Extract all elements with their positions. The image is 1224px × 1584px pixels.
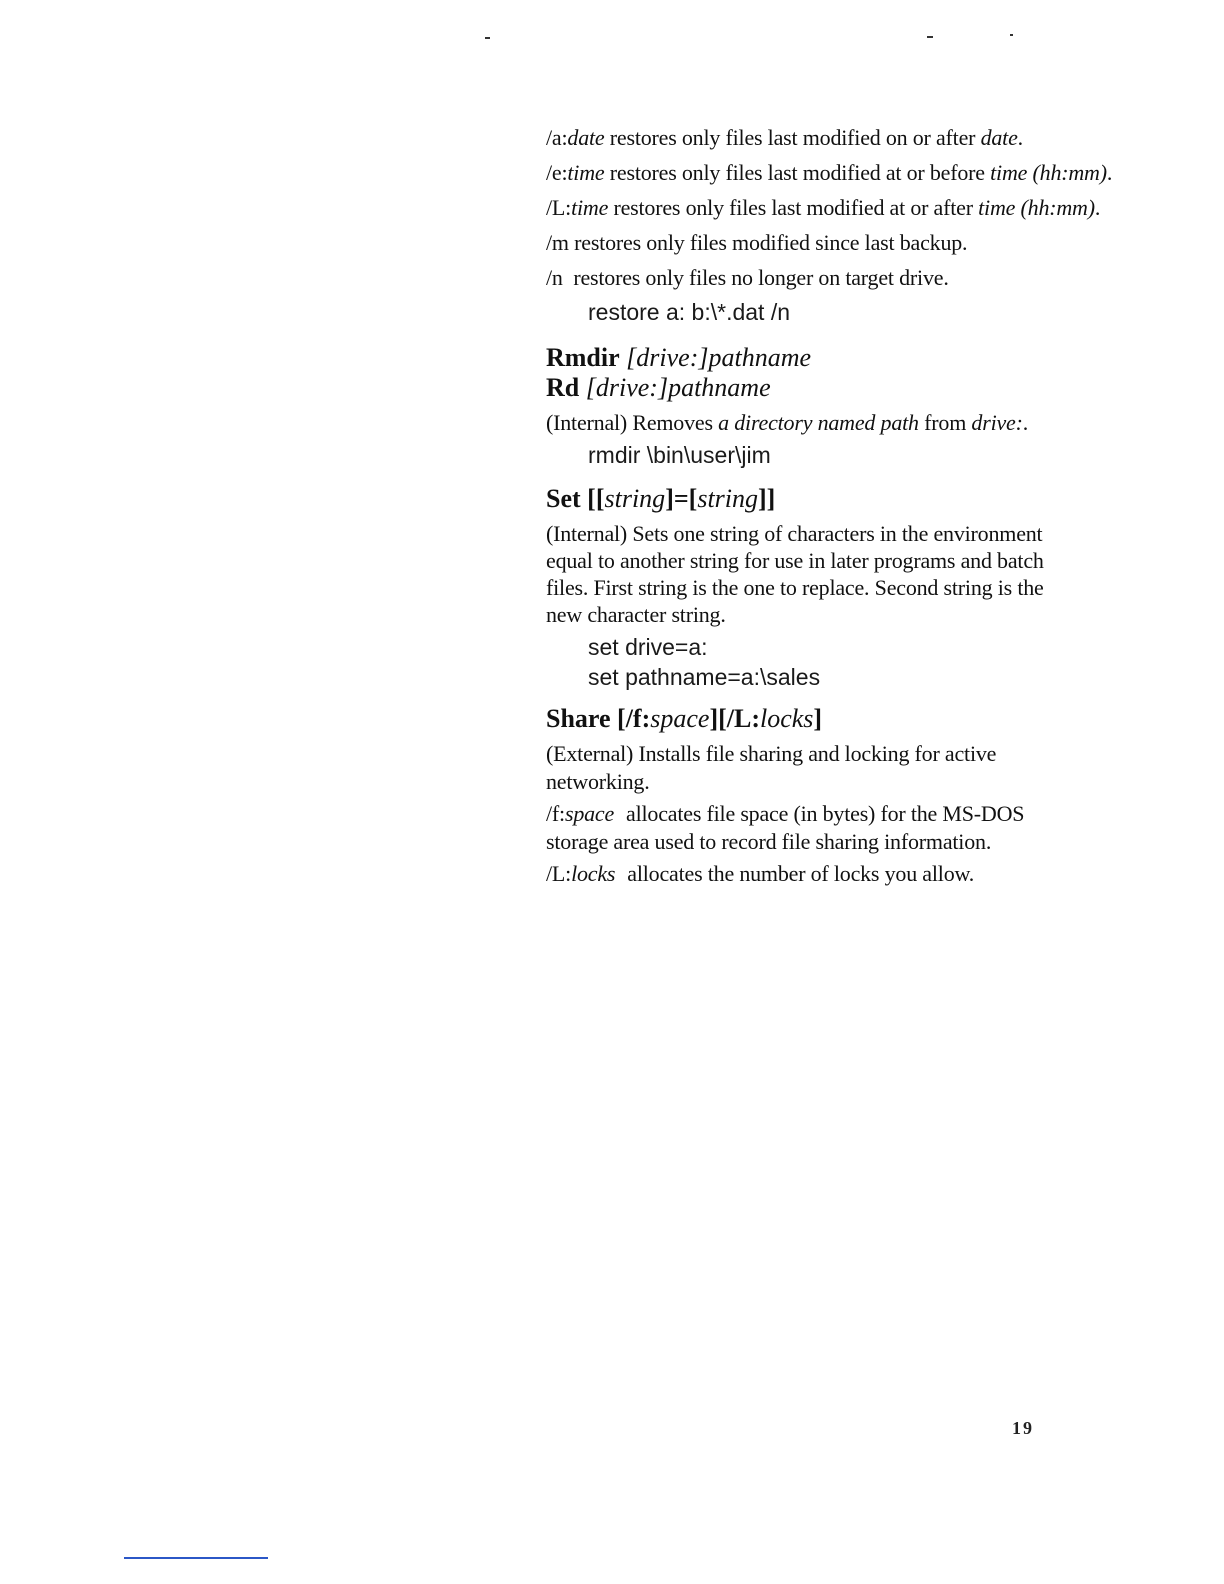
- option-desc: restores only files last modified at or after: [608, 195, 979, 220]
- syntax-bracket: [/f:: [617, 704, 651, 733]
- restore-example: restore a: b:\*.dat /n: [588, 299, 791, 325]
- option-arg: locks: [571, 861, 616, 886]
- share-option-l: [546, 860, 1146, 888]
- syntax-bracket: ][/L:: [709, 704, 760, 733]
- option-desc: restores only files last modified at or before: [604, 160, 991, 185]
- rd-heading: [546, 373, 1146, 403]
- command-syntax: [drive:]pathname: [626, 343, 812, 372]
- set-example: set pathname=a:\sales: [588, 664, 821, 690]
- restore-option-l: [546, 192, 1146, 223]
- option-desc-end: .: [1017, 125, 1023, 150]
- restore-option-e: [546, 157, 1146, 188]
- option-flag: /m: [546, 230, 569, 255]
- command-syntax: locks: [759, 704, 814, 733]
- option-desc: allocates the number of locks you allow.: [627, 861, 975, 886]
- option-flag: /f:: [546, 801, 565, 826]
- footer-rule: [124, 1557, 268, 1559]
- scan-speck: [1010, 34, 1013, 36]
- set-heading: [546, 484, 1146, 514]
- share-heading: [546, 704, 1146, 734]
- rmdir-description: [546, 409, 1146, 436]
- rmdir-example: rmdir \bin\user\jim: [588, 442, 771, 468]
- command-name: Share: [546, 704, 611, 733]
- syntax-bracket: ]=[: [665, 484, 698, 513]
- restore-option-n: [546, 262, 1146, 293]
- syntax-bracket: [[: [587, 484, 605, 513]
- command-syntax: space: [650, 704, 710, 733]
- desc-text: .: [1022, 410, 1029, 435]
- desc-text: from: [918, 410, 972, 435]
- syntax-bracket: ]]: [758, 484, 776, 513]
- manual-text-column: [546, 122, 1146, 892]
- scan-speck: [927, 36, 933, 38]
- command-syntax: string: [604, 484, 666, 513]
- option-flag: /n: [546, 265, 563, 290]
- share-option-f: [546, 800, 1076, 856]
- share-description: (External) Installs file sharing and locking for active networking.: [546, 741, 997, 794]
- restore-option-a: [546, 122, 1146, 153]
- option-flag: /e:: [546, 160, 568, 185]
- desc-text: (Internal) Removes: [546, 410, 719, 435]
- option-desc: restores only files modified since last backup.: [568, 230, 968, 255]
- option-flag: /L:: [546, 861, 572, 886]
- command-syntax: string: [697, 484, 759, 513]
- command-name: Rmdir: [546, 343, 620, 372]
- option-arg: date: [567, 125, 605, 150]
- set-description: (Internal) Sets one string of characters in the environment equal to another string for use in later programs and batch files. First string is the one to replace. Second string is the new character string.: [546, 521, 1044, 627]
- rmdir-heading: [546, 343, 1146, 373]
- option-desc-end: .: [1106, 160, 1113, 185]
- set-example: set drive=a:: [588, 634, 708, 660]
- command-syntax: [drive:]pathname: [585, 373, 771, 402]
- option-desc: restores only files no longer on target drive.: [562, 265, 949, 290]
- option-desc-italic: date: [980, 125, 1018, 150]
- restore-option-m: [546, 227, 1146, 258]
- page-number: 19: [1012, 1418, 1034, 1438]
- desc-italic: a directory named path: [718, 410, 919, 435]
- scan-speck: [485, 37, 490, 39]
- option-desc-end: .: [1094, 195, 1101, 220]
- option-desc-italic: time (hh:mm): [990, 160, 1107, 185]
- command-name: Rd: [546, 373, 580, 402]
- option-desc-italic: time (hh:mm): [978, 195, 1095, 220]
- command-name: Set: [546, 484, 581, 513]
- syntax-bracket: ]: [813, 704, 823, 733]
- option-arg: time: [567, 160, 605, 185]
- option-arg: time: [571, 195, 609, 220]
- option-flag: /L:: [546, 195, 572, 220]
- option-arg: space: [564, 801, 615, 826]
- option-desc: restores only files last modified on or after: [604, 125, 981, 150]
- option-flag: /a:: [546, 125, 568, 150]
- desc-italic: drive:: [971, 410, 1023, 435]
- option-desc: allocates file space (in bytes) for the MS-DOS storage area used to record file sharing information.: [546, 801, 1025, 854]
